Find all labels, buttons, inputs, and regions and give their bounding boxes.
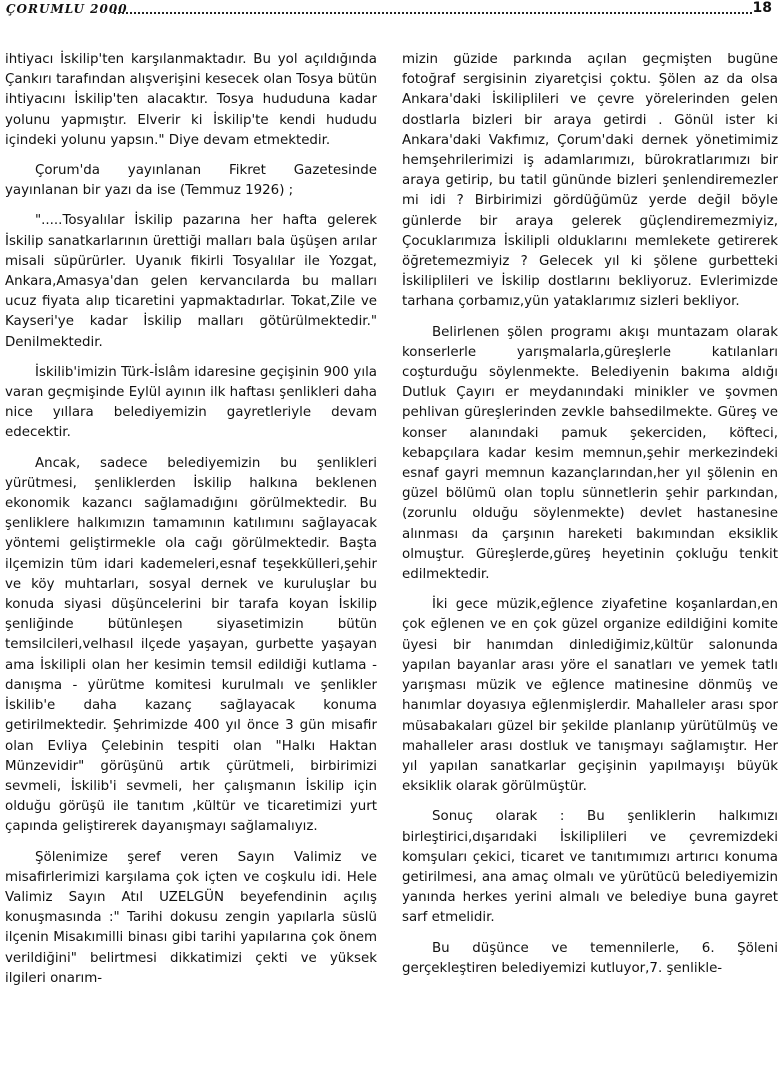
paragraph: Sonuç olarak : Bu şenliklerin halkımızı birleştirici,dışarıdaki İskiliplileri ve çevremizdeki komşuları çekici, ticaret ve tanıtımımızı artırıcı konuma getirilmesi, ana amaç olmalı ve yürütücü belediyemizin yanında herkes yerini almalı ve belediye buna gayret sarf etmelidir. [402,809,778,926]
paragraph: ihtiyacı İskilip'ten karşılanmaktadır. Bu yol açıldığında Çankırı tarafından alışverişini kesecek olan Tosya bütün ihtiyacını İskilip'ten alacaktır. Tosya hududuna kadar yolunu yapmıştır. Elverir ki İskilip'te kendi hududu içindeki yolunu yapsın." Diye devam etmektedir. [5,52,377,148]
paragraph: Şölenimize şeref veren Sayın Valimiz ve misafirlerimizi karşılama çok içten ve coşkulu idi. Hele Valimiz Sayın Atıl UZELGÜN beyefendinin açılış konuşmasında :" Tarihi dokusu zengin yapılarla süslü ilçenin Misakımilli binası gibi tarihi yapılarına çok önem verildiğini" belirtmesi dikkatimizi çekti ve yüksek ilgileri onarım- [5,849,377,986]
paragraph: ".....Tosyalılar İskilip pazarına her hafta gelerek İskilip sanatkarlarının ürettiği malları bala üşüşen arılar misali süpürürler. Uyanık fikirli Tosyalılar ile Yozgat, Ankara,Amasya'dan gelen kervancılarda bu malları ucuz fiyata alıp ticaretini yapmaktadırlar. Tokat,Zile ve Kayseri'ye kadar İskilip malları götürülmektedir." Denilmektedir. [5,213,377,350]
paragraph: İki gece müzik,eğlence ziyafetine koşanlardan,en çok eğlenen ve en çok güzel organize edildiğini komite üyesi bir hanımdan dinlediğimiz,kültür salonunda yapılan bayanlar arası yöre el sanatları ve yemek tatlı yarışması müzik ve eğlence matinesine dönmüş ve hanımlar doyasıya eğlenmişlerdir. Mahalleler arası spor müsabakaları güzel bir şekilde planlanıp yürütülmüş ve mahalleler arası dostluk ve tanışmayı sağlamıştır. Her yıl yapılan sanatkarlar geçişinin yapılmayışı büyük eksiklik olarak görülmüştür. [402,597,778,795]
header-dotted-rule [114,12,752,14]
paragraph: Çorum'da yayınlanan Fikret Gazetesinde yayınlanan bir yazı da ise (Temmuz 1926) ; [5,163,377,199]
paragraph: Belirlenen şölen programı akışı muntazam olarak konserlerle yarışmalarla,güreşlerle katılanları coşturduğu söylenmekte. Belediyenin bakıma aldığı Dutluk Çayırı er meydanındaki minikler ve şovmen pehlivan güreşlerinden zevkle bahsedilmekte. Güreş ve konser alanındaki pamuk şekerciden, köfteci, kebapçılara kadar kesim memnun,şehir merkezindeki esnaf gayri memnun kazançlarından,her yıl şölenin en güzel bölümü olan toplu sünnetlerin şehir parkından,(zorunlu olduğu söylenmekte) devlet hastanesine alınması da çarşının hareketi bakımından eksiklik olmuştur. Güreşlerde,güreş heyetinin çokluğu tenkit edilmektedir. [402,324,778,583]
left-column [5,50,377,999]
page-header [0,0,782,26]
paragraph: Bu düşünce ve temennilerle, 6. Şöleni gerçekleştiren belediyemizi kutluyor,7. şenlikle- [402,940,778,976]
paragraph: mizin güzide parkında açılan geçmişten bugüne fotoğraf sergisinin ziyaretçisi çoktu. Şölen az da olsa Ankara'daki İskiliplileri ve çevre yörelerinden gelen dostlarla bizleri bir araya getirdi . Gönül ister ki Ankara'daki Vakfımız, Çorum'daki dernek yönetimimiz hemşehrilerimizi iş adamlarımızı, bürokratlarımızı bir araya getirip, bu tatil gününde bizleri şenlendiremezler mi idi ? Birbirimizi gördüğümüz yerde değil böyle günlerde bir araya gelerek güçlendiremezmiyiz, Çocuklarımıza İskilipli olduklarını memlekete getirerek öğretemezmiyiz ? Gelecek yıl ki şölene gurbetteki İskiliplileri ve İskilip dostlarını bekliyoruz. Evlerimizde tarhana çorbamız,yün yataklarımız sizleri bekliyor. [402,52,778,310]
magazine-title: ÇORUMLU 2000 [6,2,128,16]
page-number: 18 [752,0,772,16]
paragraph: İskilib'imizin Türk-İslâm idaresine geçişinin 900 yıla varan geçmişinde Eylül ayının ilk haftası şenlikleri daha nice yıllara belediyemizin gayretleriyle devam edecektir. [5,364,377,441]
paragraph: Ancak, sadece belediyemizin bu şenlikleri yürütmesi, şenliklerden İskilip halkına beklenen ekonomik kazancı sağlamadığını görülmektedir. Bu şenliklere halkımızın tamamının katılımını sağlayacak yöntemi geliştirmekle ola cağı görülmektedir. Başta ilçemizin tüm idari kademeleri,esnaf teşekkülleri,şehir ve köy muhtarları, sosyal dernek ve kuruluşlar bu konuda siyasi düşüncelerini bir tarafa koyan İskilip şenliğinde bütünleşen siyasetimizin bütün temsilcileri,velhasıl ilçede yaşayan, gurbette yaşayan ama İskilipli olan her kesimin temsil edildiği kutlama - danışma - yürütme komitesi kurulmalı ve şenlikler İskilib'e daha kazanç sağlayacak konuma getirilmektedir. Şehrimizde 400 yıl önce 3 gün misafir olan Evliya Çelebinin tespiti olan "Halkı Haktan Münzevidir" görüşünü artık çürütmeli, birbirimizi sevmeli, İskilib'i sevmeli, her çalışmanın İskilip için olduğu görüşü ile tanıtım ,kültür ve ticaretimizi yurt çapında geliştirerek dayanışmayı sağlamalıyız. [5,455,377,835]
right-column [402,50,778,989]
